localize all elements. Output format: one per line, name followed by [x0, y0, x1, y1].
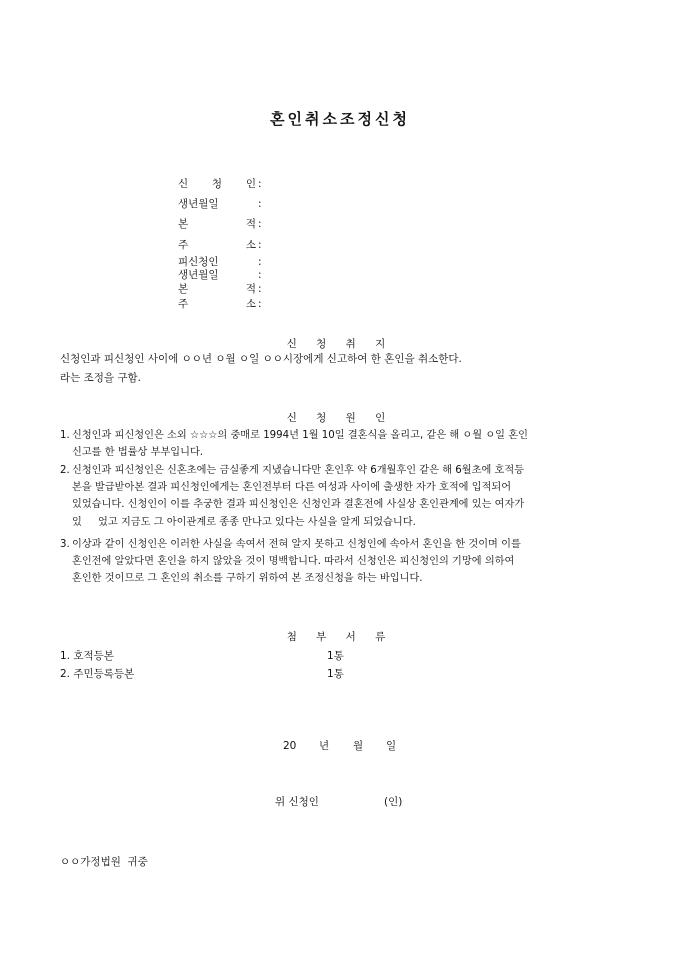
date-year: 년 [319, 740, 330, 752]
attachment-count: 1통 [327, 650, 344, 662]
date-year-prefix: 20 [283, 740, 297, 752]
attachment-row: 1. 호적등본 [60, 650, 114, 662]
attachment-count: 1통 [327, 668, 344, 680]
date-month: 월 [353, 740, 364, 752]
party-label: 주 소 [178, 239, 256, 251]
purpose-line: 라는 조정을 구함. [60, 372, 142, 384]
cause-text: 신청인과 피신청인은 소외 ☆☆☆의 중매로 1994년 1월 10일 결혼식을 올리고, 같은 해 ㅇ월 ㅇ일 혼인 [72, 430, 528, 441]
cause-item: 2. 신청인과 피신청인은 신혼초에는 금실좋게 지냈습니다만 혼인후 약 6개월후인 같은 해 6월초에 호적등 본을 발급받아본 결과 피신청인에게는 혼인전부터 다른 여성과 사이에 출생한 자가 호적에 입적되어 있었습니다. 신청인이 이를 추궁한 결과 피신청인은 신청인과 결혼전에 사실상 혼인관계에 있는 여자가 있 었고 지금도 그 아이관계로 종종 만나고 있다는 사실을 알게 되었습니다. [60, 462, 630, 531]
cause-text: 혼인전에 알았다면 혼인을 하지 않았을 것이 명백합니다. 따라서 신청인은 피신청인의 기망에 의하여 [72, 556, 515, 568]
cause-text: 본을 발급받아본 결과 피신청인에게는 혼인전부터 다른 여성과 사이에 출생한 자가 호적에 입적되어 [72, 482, 512, 494]
cause-heading: 신 청 원 인 [286, 412, 394, 424]
signature-label: 위 신청인 [275, 796, 319, 808]
document-title: 혼인취소조정신청 [270, 110, 410, 128]
party-row: 본 적 : [178, 218, 262, 230]
party-row: 주 소 : [178, 239, 262, 251]
party-label: 피신청인 [178, 256, 219, 268]
attachments-heading: 첨 부 서 류 [286, 631, 394, 643]
cause-text: 혼인한 것이므로 그 혼인의 취소를 구하기 위하여 본 조정신청을 하는 바입니다. [72, 573, 423, 585]
party-row: 피신청인 : [178, 256, 262, 268]
cause-text: 있 었고 지금도 그 아이관계로 종종 만나고 있다는 사실을 알게 되었습니다. [72, 516, 416, 528]
party-label: 주 소 [178, 298, 256, 310]
party-label: 본 적 [178, 218, 256, 230]
party-row: 본 적 : [178, 283, 262, 295]
purpose-line: 신청인과 피신청인 사이에 ㅇㅇ년 ㅇ월 ㅇ일 ㅇㅇ시장에게 신고하여 한 혼인을 취소한다. [60, 353, 462, 365]
cause-item: 1. 신청인과 피신청인은 소외 ☆☆☆의 중매로 1994년 1월 10일 결혼식을 올리고, 같은 해 ㅇ월 ㅇ일 혼인 신고를 한 법률상 부부입니다. [60, 427, 630, 461]
purpose-heading: 신 청 취 지 [286, 338, 394, 350]
attachment-name: 주민등록등본 [73, 668, 135, 680]
party-row: 주 소 : [178, 298, 262, 310]
cause-text: 신청인과 피신청인은 신혼초에는 금실좋게 지냈습니다만 혼인후 약 6개월후인 같은 해 6월초에 호적등 [72, 465, 525, 476]
party-label: 본 적 [178, 283, 256, 295]
cause-text: 신고를 한 법률상 부부입니다. [72, 447, 204, 459]
party-label: 신 청 인 [178, 178, 256, 190]
court-name: ㅇㅇ가정법원 귀중 [60, 856, 148, 868]
attachment-row: 2. 주민등록등본 [60, 668, 135, 680]
cause-text: 이상과 같이 신청인은 이러한 사실을 속여서 전혀 알지 못하고 신청인에 속아서 혼인을 한 것이며 이를 [72, 539, 521, 550]
cause-item: 3. 이상과 같이 신청인은 이러한 사실을 속여서 전혀 알지 못하고 신청인에 속아서 혼인을 한 것이며 이를 혼인전에 알았다면 혼인을 하지 않았을 것이 명백합니다. 따라서 신청인은 피신청인의 기망에 의하여 혼인한 것이므로 그 혼인의 취소를 구하기 위하여 본 조정신청을 하는 바입니다. [60, 536, 630, 588]
party-row: 생년월일 : [178, 198, 262, 210]
attachment-name: 호적등본 [73, 650, 114, 662]
party-label: 생년월일 [178, 198, 219, 210]
party-row: 생년월일 : [178, 269, 262, 281]
party-row: 신 청 인 : [178, 178, 262, 190]
cause-text: 있었습니다. 신청인이 이를 추궁한 결과 피신청인은 신청인과 결혼전에 사실상 혼인관계에 있는 여자가 [72, 499, 525, 511]
date-day: 일 [386, 740, 397, 752]
signature-seal: (인) [384, 796, 403, 808]
party-label: 생년월일 [178, 269, 219, 281]
